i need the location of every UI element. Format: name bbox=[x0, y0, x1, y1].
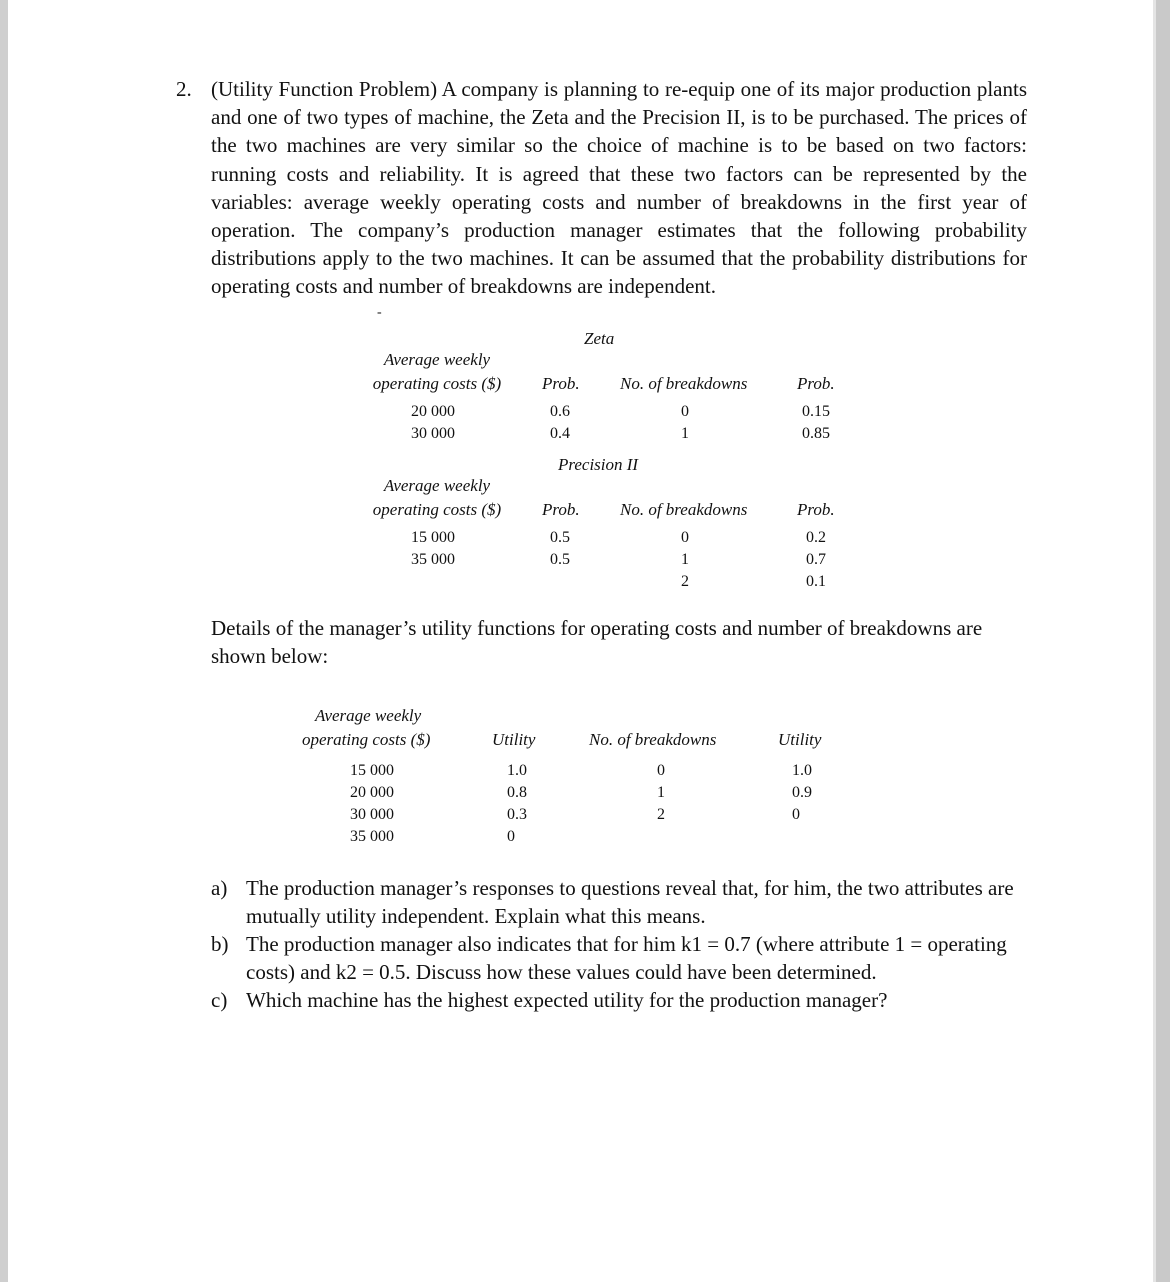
precision-header-prob2: Prob. bbox=[797, 500, 835, 519]
zeta-breakdown: 0 bbox=[681, 403, 689, 420]
utility-cost-value: 0.3 bbox=[507, 806, 527, 823]
page-left-border bbox=[0, 0, 8, 1282]
utility-header-cost-line1: Average weekly bbox=[315, 706, 422, 725]
utility-breakdown: 2 bbox=[657, 806, 665, 823]
utility-cost: 30 000 bbox=[350, 806, 394, 823]
utility-costs-column bbox=[350, 760, 394, 848]
zeta-header-cost bbox=[362, 348, 512, 396]
subquestion-c bbox=[211, 986, 1031, 1014]
precision-header-cost-line1: Average weekly bbox=[383, 476, 491, 495]
precision-breakdown-prob: 0.2 bbox=[806, 529, 826, 546]
zeta-breakdown-prob-column bbox=[802, 401, 830, 445]
utility-cost-value: 0 bbox=[507, 828, 515, 845]
subquestion-text: The production manager’s responses to questions reveal that, for him, the two attributes are mutually utility independent. Explain what this means. bbox=[246, 876, 1014, 928]
subquestion-b bbox=[211, 930, 1031, 986]
zeta-cost-prob: 0.4 bbox=[550, 425, 570, 442]
utility-cost-value: 1.0 bbox=[507, 762, 527, 779]
utility-breakdown: 1 bbox=[657, 784, 665, 801]
question-paragraph: (Utility Function Problem) A company is planning to re-equip one of its major production plants and one of two types of machine, the Zeta and the Precision II, is to be purchased. The prices of the two machines are very similar so the choice of machine is to be based on two factors: running costs and reliability. It is agreed that these two factors can be represented by the variables: average weekly operating costs and number of breakdowns in the first year of operation. The company’s production manager estimates that the following probability distributions apply to the two machines. It can be assumed that the probability distributions for operating costs and number of breakdowns are independent. bbox=[211, 77, 1027, 299]
precision-breakdown-prob: 0.7 bbox=[806, 551, 826, 568]
utility-breakdown-values-column bbox=[792, 760, 812, 826]
precision-header-breakdowns: No. of breakdowns bbox=[620, 500, 748, 519]
utility-breakdown-value: 0 bbox=[792, 806, 800, 823]
utility-breakdown-value: 1.0 bbox=[792, 762, 812, 779]
utility-cost-values-column bbox=[507, 760, 527, 848]
utility-breakdowns-column bbox=[646, 760, 676, 826]
zeta-header-prob2: Prob. bbox=[797, 374, 835, 393]
zeta-breakdown-prob: 0.85 bbox=[802, 425, 830, 442]
precision-cost: 15 000 bbox=[411, 529, 455, 546]
utility-cost: 15 000 bbox=[350, 762, 394, 779]
utility-cost-value: 0.8 bbox=[507, 784, 527, 801]
utility-intro: Details of the manager’s utility functions for operating costs and number of breakdowns are shown below: bbox=[211, 616, 983, 668]
zeta-header-breakdowns: No. of breakdowns bbox=[620, 374, 748, 393]
precision-breakdown: 1 bbox=[681, 551, 689, 568]
subquestion-list bbox=[211, 874, 1031, 1014]
zeta-header-cost-line1: Average weekly bbox=[383, 350, 491, 369]
subquestion-label: b) bbox=[211, 932, 229, 956]
utility-header-cost-line2: operating costs ($) bbox=[302, 730, 431, 749]
precision-cost-prob: 0.5 bbox=[550, 551, 570, 568]
zeta-breakdown-prob: 0.15 bbox=[802, 403, 830, 420]
subquestion-text: The production manager also indicates that for him k1 = 0.7 (where attribute 1 = operating costs) and k2 = 0.5. Discuss how these values could have been determined. bbox=[246, 932, 1007, 984]
utility-header-breakdowns: No. of breakdowns bbox=[589, 730, 717, 749]
precision-cost-prob: 0.5 bbox=[550, 529, 570, 546]
stray-mark: - bbox=[377, 305, 382, 320]
zeta-costs-column bbox=[398, 401, 468, 445]
precision-breakdown-prob-column bbox=[806, 527, 826, 593]
precision-breakdown: 0 bbox=[681, 529, 689, 546]
zeta-breakdowns-column bbox=[670, 401, 700, 445]
zeta-header-cost-line2: operating costs ($) bbox=[372, 374, 502, 393]
utility-header-utility2: Utility bbox=[778, 730, 822, 749]
zeta-header-prob: Prob. bbox=[542, 374, 580, 393]
subquestion-text: Which machine has the highest expected utility for the production manager? bbox=[246, 988, 888, 1012]
zeta-cost: 20 000 bbox=[411, 403, 455, 420]
subquestion-label: a) bbox=[211, 876, 228, 900]
question-number: 2. bbox=[176, 77, 192, 101]
precision-header-cost-line2: operating costs ($) bbox=[372, 500, 502, 519]
precision-header-prob: Prob. bbox=[542, 500, 580, 519]
precision-cost: 35 000 bbox=[411, 551, 455, 568]
precision-breakdown-prob: 0.1 bbox=[806, 573, 826, 590]
zeta-caption: Zeta bbox=[584, 329, 615, 348]
zeta-cost: 30 000 bbox=[411, 425, 455, 442]
utility-breakdown: 0 bbox=[657, 762, 665, 779]
precision-cost-prob-column bbox=[550, 527, 570, 571]
subquestion-a bbox=[211, 874, 1031, 930]
utility-cost: 20 000 bbox=[350, 784, 394, 801]
precision-costs-column bbox=[398, 527, 468, 571]
precision-breakdown: 2 bbox=[681, 573, 689, 590]
utility-header-utility: Utility bbox=[492, 730, 536, 749]
precision-header-cost bbox=[362, 474, 512, 522]
zeta-cost-prob: 0.6 bbox=[550, 403, 570, 420]
utility-cost: 35 000 bbox=[350, 828, 394, 845]
utility-breakdown-value: 0.9 bbox=[792, 784, 812, 801]
zeta-cost-prob-column bbox=[550, 401, 570, 445]
subquestion-label: c) bbox=[211, 988, 228, 1012]
precision-breakdowns-column bbox=[670, 527, 700, 593]
precision-caption: Precision II bbox=[558, 455, 639, 474]
zeta-breakdown: 1 bbox=[681, 425, 689, 442]
utility-header-cost bbox=[302, 704, 430, 752]
page-scrollbar[interactable] bbox=[1156, 0, 1170, 1282]
